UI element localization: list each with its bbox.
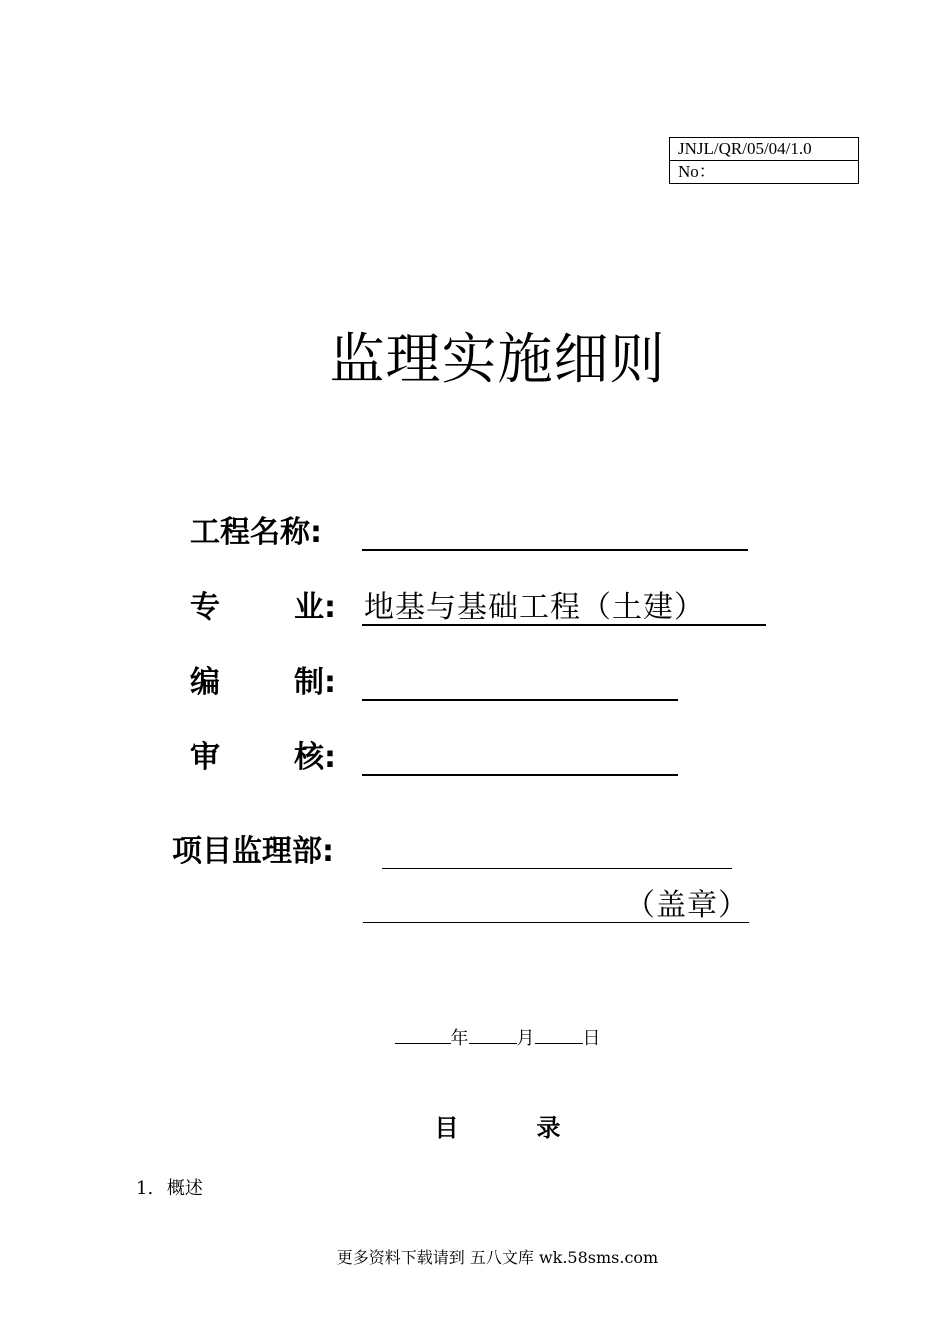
year-blank [395, 1025, 451, 1044]
toc-item-text: 概述 [166, 1178, 203, 1199]
dept-label: 项目监理部: [172, 834, 334, 869]
project-name-line [362, 513, 748, 551]
dept-line [382, 832, 732, 869]
compiled-line [362, 663, 678, 701]
toc-title [0, 1108, 950, 1143]
month-blank [469, 1025, 517, 1044]
toc-item[interactable] [136, 1174, 203, 1200]
date-line [0, 1024, 950, 1050]
specialty-label-b: 业: [294, 590, 336, 625]
document-code: JNJL/QR/05/04/1.0 [670, 138, 859, 161]
day-label: 日 [582, 1028, 601, 1049]
toc-title-b: 录 [536, 1114, 561, 1142]
year-label: 年 [450, 1028, 469, 1049]
seal-text: （盖章） [625, 888, 749, 923]
compiled-label-b: 制: [294, 665, 336, 700]
compiled-label-a: 编 [190, 665, 220, 700]
document-number: No： [670, 161, 859, 184]
page-title: 监理实施细则 [329, 327, 666, 391]
project-name-label: 工程名称: [190, 515, 322, 550]
reviewed-label-b: 核: [294, 740, 336, 775]
toc-title-a: 目 [434, 1114, 459, 1142]
footer-note: 更多资料下载请到 五八文库 wk.58sms.com [336, 1248, 659, 1267]
month-label: 月 [516, 1028, 535, 1049]
reviewed-label-a: 审 [190, 740, 220, 775]
specialty-label-a: 专 [190, 590, 220, 625]
specialty-value: 地基与基础工程（土建） [364, 590, 705, 625]
document-code-box [669, 137, 859, 184]
toc-item-number: 1. [136, 1178, 154, 1199]
reviewed-line [362, 738, 678, 776]
day-blank [535, 1025, 583, 1044]
